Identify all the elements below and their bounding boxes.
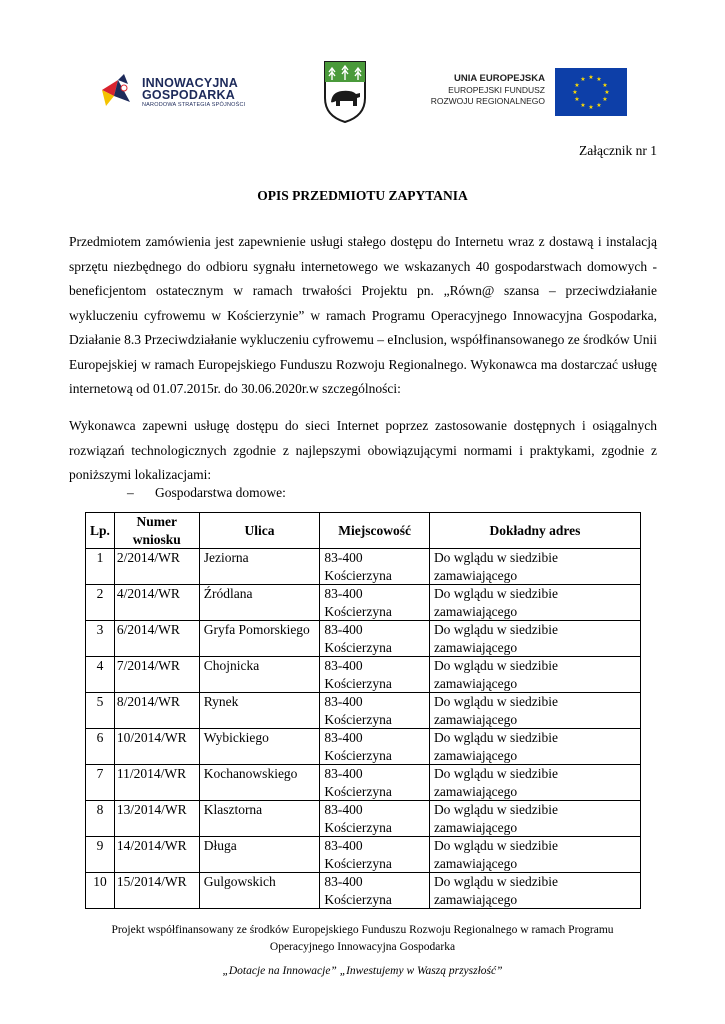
cell-address: Do wglądu w siedzibie zamawiającego (429, 729, 640, 765)
eu-logo-line1: UNIA EUROPEJSKA (454, 73, 545, 84)
bullet-text: Gospodarstwa domowe: (155, 485, 286, 500)
cell-lp: 1 (86, 549, 115, 585)
column-header-address: Dokładny adres (429, 513, 640, 549)
table-row (86, 693, 641, 729)
svg-text:★: ★ (602, 96, 608, 103)
cell-city: 83-400 Kościerzyna (320, 801, 430, 837)
cell-street: Gryfa Pomorskiego (199, 621, 320, 657)
cell-lp: 9 (86, 837, 115, 873)
cell-city: 83-400 Kościerzyna (320, 765, 430, 801)
paragraph-subject: Przedmiotem zamówienia jest zapewnienie usługi stałego dostępu do Internetu wraz z dostawą i instalacją sprzętu niezbędnego do odbioru sygnału internetowego we wskazanych 40 gospodarstwach domowych - beneficjentom ostatecznym w ramach trwałości Projektu pn. „Równ@ szansa – przeciwdziałanie wykluczeniu cyfrowemu w Kościerzynie” w ramach Programu Operacyjnego Innowacyjna Gospodarka, Działanie 8.3 Przeciwdziałanie wykluczeniu cyfrowemu – eInclusion, współfinansowanego ze środków Unii Europejskiej w ramach Europejskiego Funduszu Rozwoju Regionalnego. Wykonawca ma dostarczać usługę internetową od 01.07.2015r. do 30.06.2020r.w szczególności: (69, 234, 657, 396)
table-row (86, 765, 641, 801)
svg-text:★: ★ (580, 102, 586, 109)
table-row (86, 621, 641, 657)
cell-number: 4/2014/WR (114, 585, 199, 621)
table-row (86, 837, 641, 873)
cell-number: 6/2014/WR (114, 621, 199, 657)
svg-text:★: ★ (580, 76, 586, 83)
cell-address: Do wglądu w siedzibie zamawiającego (429, 693, 640, 729)
cell-street: Wybickiego (199, 729, 320, 765)
eu-logo-line3: ROZWOJU REGIONALNEGO (430, 96, 545, 106)
cell-address: Do wglądu w siedzibie zamawiającego (429, 549, 640, 585)
cell-number: 15/2014/WR (114, 873, 199, 909)
header-logos (0, 60, 725, 130)
cell-address: Do wglądu w siedzibie zamawiającego (429, 801, 640, 837)
svg-text:★: ★ (574, 82, 580, 89)
cell-street: Gulgowskich (199, 873, 320, 909)
footer-line1: Projekt współfinansowany ze środków Europejskiego Funduszu Rozwoju Regionalnego w ramach Programu (111, 924, 614, 936)
ig-logo-line3: NARODOWA STRATEGIA SPÓJNOŚCI (142, 102, 246, 108)
eu-flag-icon (555, 68, 627, 116)
eu-fund-logo-text (431, 73, 545, 107)
column-header-city: Miejscowość (320, 513, 430, 549)
svg-text:★: ★ (604, 89, 610, 96)
footer-note (0, 922, 725, 956)
cell-street: Klasztorna (199, 801, 320, 837)
bullet-dash: – (127, 485, 134, 500)
cell-number: 10/2014/WR (114, 729, 199, 765)
cell-city: 83-400 Kościerzyna (320, 585, 430, 621)
cell-lp: 5 (86, 693, 115, 729)
document-title: OPIS PRZEDMIOTU ZAPYTANIA (257, 188, 468, 203)
koscierzyna-coat-of-arms-icon (322, 60, 368, 124)
cell-address: Do wglądu w siedzibie zamawiającego (429, 873, 640, 909)
cell-number: 2/2014/WR (114, 549, 199, 585)
innowacyjna-gospodarka-logo (100, 72, 260, 112)
table-row (86, 549, 641, 585)
cell-street: Rynek (199, 693, 320, 729)
footer-line2: Operacyjnego Innowacyjna Gospodarka (269, 941, 456, 953)
svg-text:★: ★ (602, 82, 608, 89)
cell-address: Do wglądu w siedzibie zamawiającego (429, 765, 640, 801)
cell-city: 83-400 Kościerzyna (320, 621, 430, 657)
ig-logo-line1: INNOWACYJNA (142, 76, 238, 90)
svg-text:★: ★ (588, 104, 594, 111)
cell-lp: 6 (86, 729, 115, 765)
column-header-lp: Lp. (86, 513, 115, 549)
annex-label: Załącznik nr 1 (579, 143, 657, 158)
cell-city: 83-400 Kościerzyna (320, 693, 430, 729)
svg-text:★: ★ (596, 102, 602, 109)
cell-address: Do wglądu w siedzibie zamawiającego (429, 621, 640, 657)
cell-city: 83-400 Kościerzyna (320, 657, 430, 693)
cell-lp: 4 (86, 657, 115, 693)
cell-city: 83-400 Kościerzyna (320, 549, 430, 585)
cell-city: 83-400 Kościerzyna (320, 873, 430, 909)
cell-street: Chojnicka (199, 657, 320, 693)
cell-street: Kochanowskiego (199, 765, 320, 801)
cell-address: Do wglądu w siedzibie zamawiającego (429, 657, 640, 693)
cell-street: Jeziorna (199, 549, 320, 585)
cell-street: Źródlana (199, 585, 320, 621)
column-header-number: Numer wniosku (114, 513, 199, 549)
cell-lp: 3 (86, 621, 115, 657)
table-row (86, 801, 641, 837)
table-header-row (86, 513, 641, 549)
households-table (85, 512, 641, 909)
paragraph-contractor: Wykonawca zapewni usługę dostępu do sieci Internet poprzez zastosowanie dostępnych i osiągalnych rozwiązań technologicznych zgodnie z najlepszymi obowiązującymi normami i praktykami, zgodnie z poniższymi lokalizacjami: (69, 418, 657, 482)
ig-logo-line2: GOSPODARKA (142, 88, 235, 102)
ig-emblem-icon (100, 72, 140, 112)
cell-street: Długa (199, 837, 320, 873)
svg-text:★: ★ (596, 76, 602, 83)
eu-logo-line2: EUROPEJSKI FUNDUSZ (448, 85, 545, 95)
footer-slogan: „Dotacje na Innowacje” „Inwestujemy w Waszą przyszłość” (222, 965, 503, 977)
table-row (86, 729, 641, 765)
cell-lp: 2 (86, 585, 115, 621)
cell-lp: 7 (86, 765, 115, 801)
cell-city: 83-400 Kościerzyna (320, 837, 430, 873)
list-item-households (127, 485, 286, 501)
table-row (86, 585, 641, 621)
cell-number: 11/2014/WR (114, 765, 199, 801)
cell-address: Do wglądu w siedzibie zamawiającego (429, 837, 640, 873)
cell-address: Do wglądu w siedzibie zamawiającego (429, 585, 640, 621)
cell-number: 8/2014/WR (114, 693, 199, 729)
cell-city: 83-400 Kościerzyna (320, 729, 430, 765)
svg-text:★: ★ (588, 74, 594, 81)
cell-lp: 8 (86, 801, 115, 837)
column-header-street: Ulica (199, 513, 320, 549)
svg-text:★: ★ (572, 89, 578, 96)
cell-number: 13/2014/WR (114, 801, 199, 837)
cell-number: 7/2014/WR (114, 657, 199, 693)
cell-lp: 10 (86, 873, 115, 909)
table-row (86, 657, 641, 693)
svg-text:★: ★ (574, 96, 580, 103)
table-row (86, 873, 641, 909)
cell-number: 14/2014/WR (114, 837, 199, 873)
